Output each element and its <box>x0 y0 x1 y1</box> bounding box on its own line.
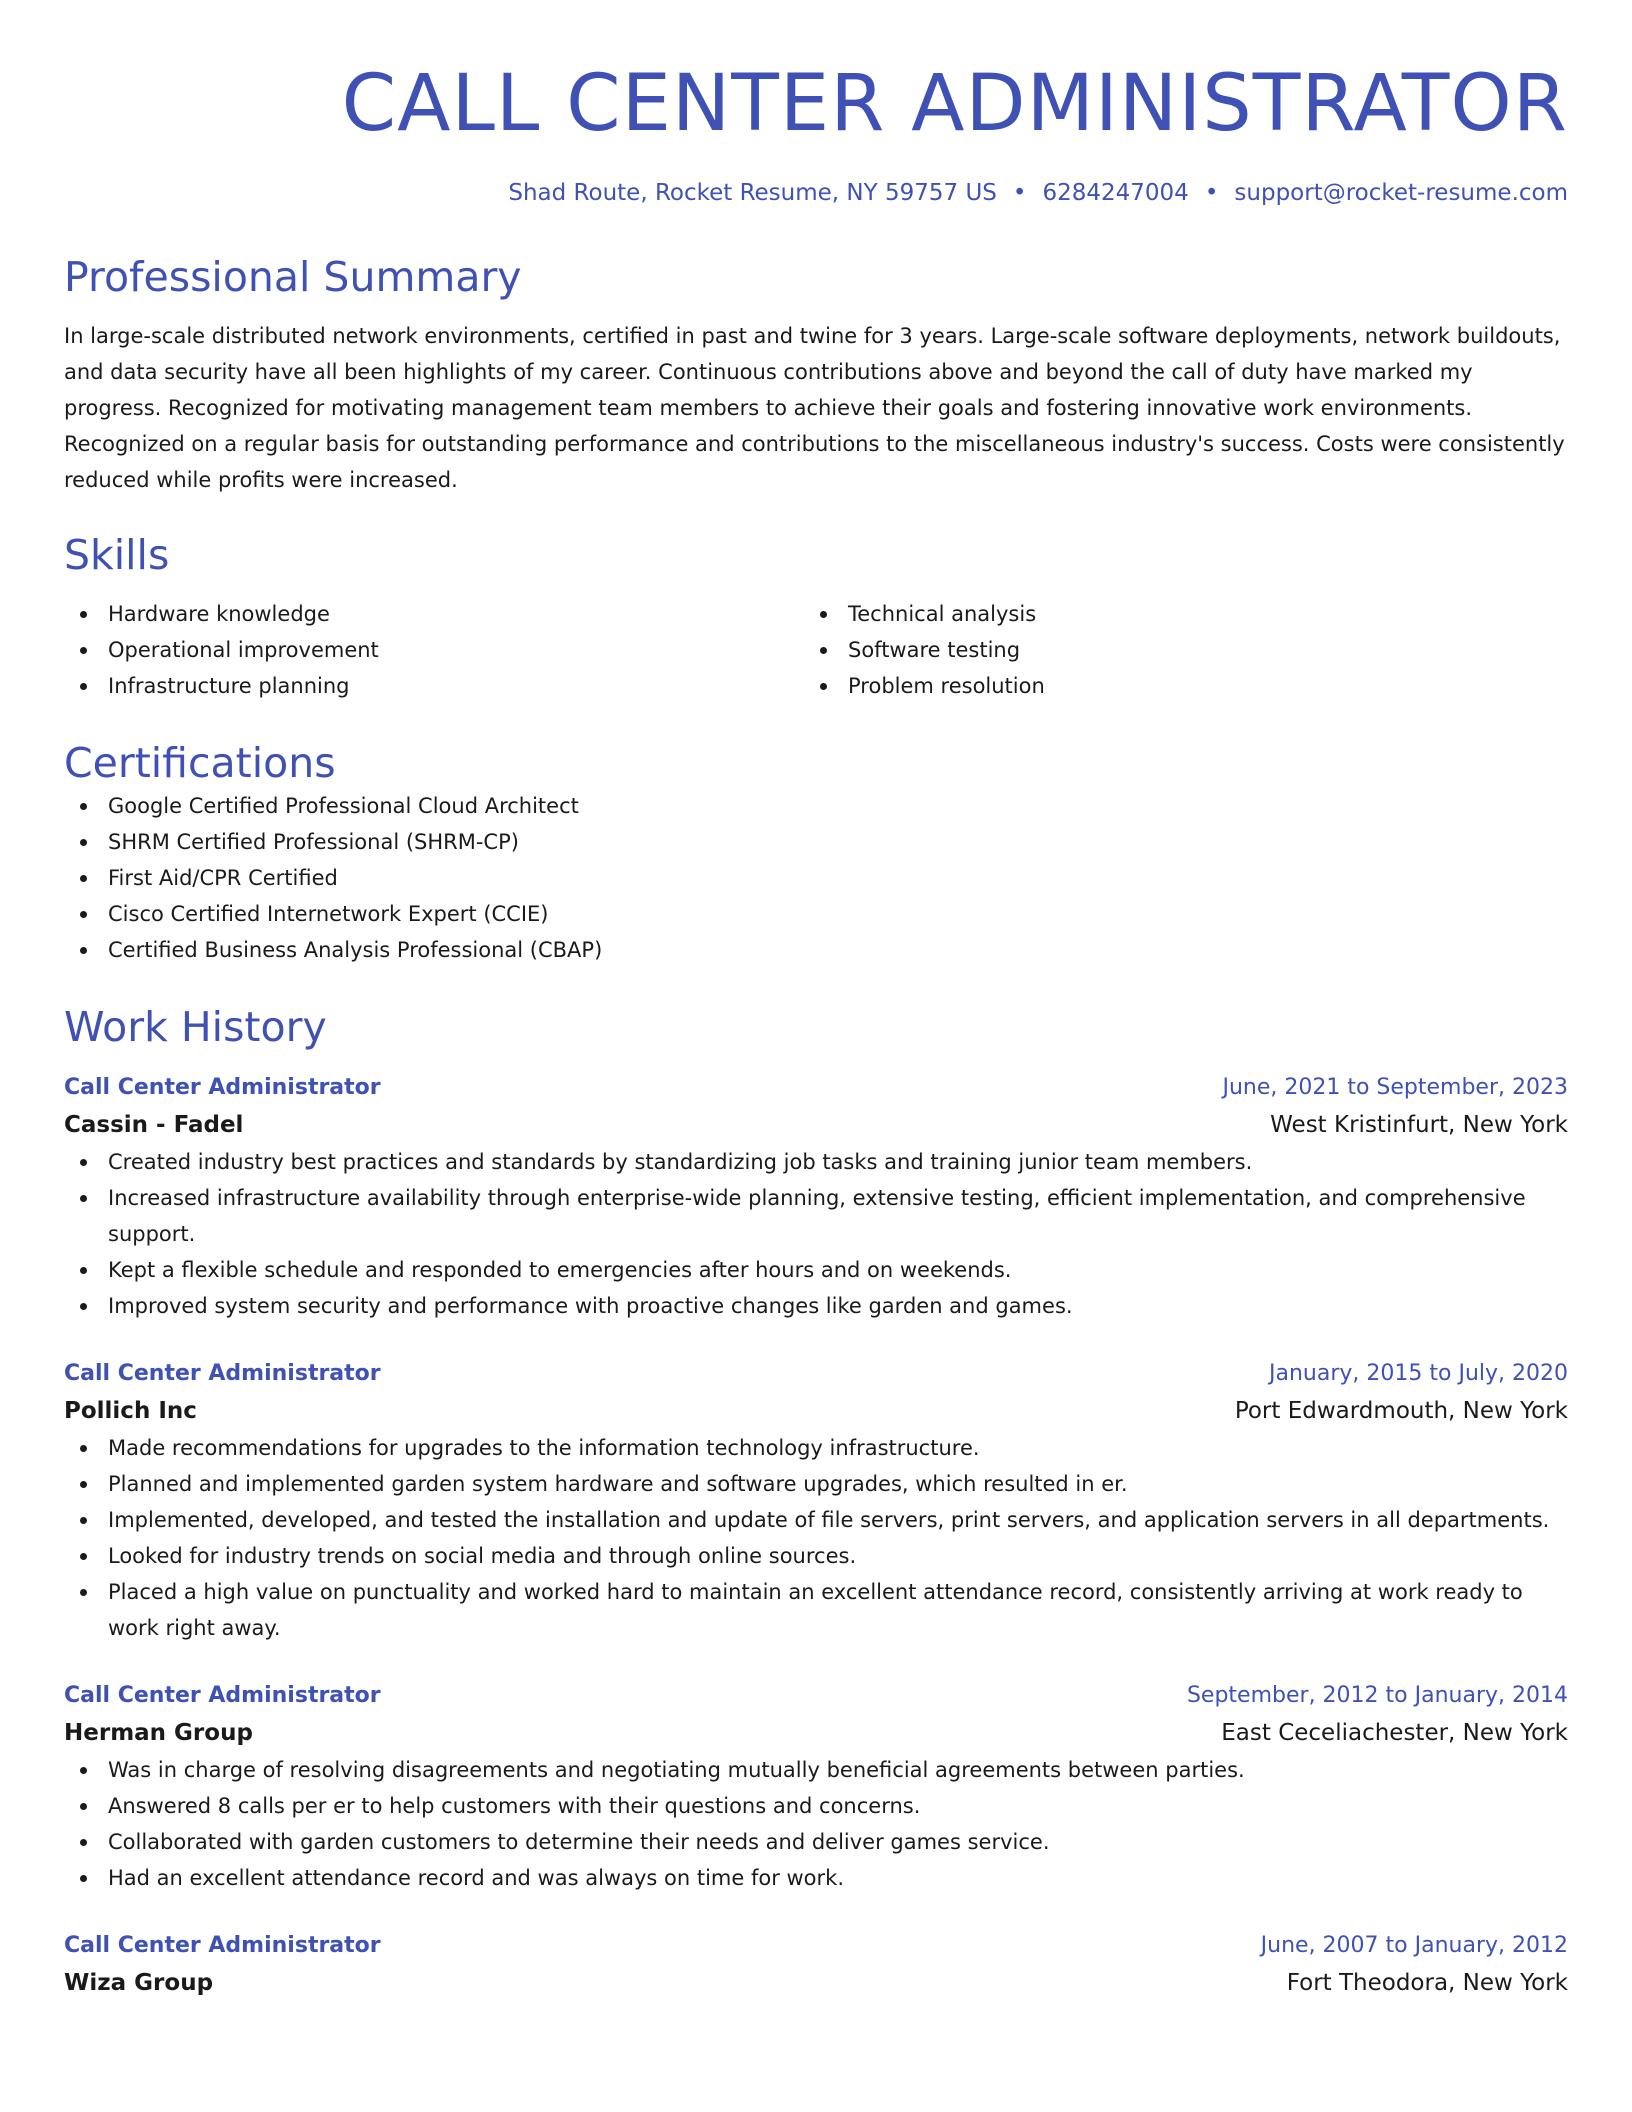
job-company: Pollich Inc <box>64 1398 197 1424</box>
certification-item: Cisco Certified Internetwork Expert (CCIE) <box>64 896 1568 932</box>
job-location: West Kristinfurt, New York <box>1270 1112 1568 1138</box>
job-bullet: Collaborated with garden customers to determine their needs and deliver games service. <box>64 1824 1568 1860</box>
job-company: Cassin - Fadel <box>64 1112 244 1138</box>
skills-column-right <box>804 596 1544 704</box>
certification-item: SHRM Certified Professional (SHRM-CP) <box>64 824 1568 860</box>
contact-address: Shad Route, Rocket Resume, NY 59757 US <box>508 180 997 206</box>
skills-column-left <box>64 596 804 704</box>
skill-item: Software testing <box>804 632 1544 668</box>
certification-item: First Aid/CPR Certified <box>64 860 1568 896</box>
summary-heading: Professional Summary <box>64 253 522 301</box>
job-bullet: Kept a flexible schedule and responded to emergencies after hours and on weekends. <box>64 1252 1568 1288</box>
skills-grid <box>64 596 1568 704</box>
job-bullet: Made recommendations for upgrades to the information technology infrastructure. <box>64 1430 1568 1466</box>
job-company-row <box>64 1964 1568 2002</box>
summary-text: In large-scale distributed network environments, certified in past and twine for 3 years. Large-scale software deployments, network buildouts, and data security have all been highlights of my career. Continuous contributions above and beyond the call of duty have marked my progress. Recognized for motivating management team members to achieve their goals and fostering innovative work environments. Recognized on a regular basis for outstanding performance and contributions to the miscellaneous industry's success. Costs were consistently reduced while profits were increased. <box>64 324 1565 492</box>
contact-separator: • <box>1204 180 1219 206</box>
job-dates: June, 2007 to January, 2012 <box>1260 1933 1568 1958</box>
skills-list-right <box>804 596 1544 704</box>
job-header-row <box>64 1070 1568 1106</box>
skill-item: Operational improvement <box>64 632 804 668</box>
job-bullet: Placed a high value on punctuality and worked hard to maintain an excellent attendance record, consistently arriving at work ready to work right away. <box>64 1574 1568 1646</box>
job-title: Call Center Administrator <box>64 1683 381 1708</box>
job-entry <box>64 1356 1568 1646</box>
contact-phone: 6284247004 <box>1042 180 1189 206</box>
skill-item: Technical analysis <box>804 596 1544 632</box>
job-dates: January, 2015 to July, 2020 <box>1269 1361 1568 1386</box>
work-history-heading: Work History <box>64 1003 327 1051</box>
job-bullet: Planned and implemented garden system hardware and software upgrades, which resulted in er. <box>64 1466 1568 1502</box>
job-bullet: Improved system security and performance with proactive changes like garden and games. <box>64 1288 1568 1324</box>
job-entry <box>64 1928 1568 2002</box>
job-bullet: Created industry best practices and standards by standardizing job tasks and training junior team members. <box>64 1144 1568 1180</box>
certification-item: Certified Business Analysis Professional (CBAP) <box>64 932 1568 968</box>
job-entry <box>64 1678 1568 1896</box>
job-bullets <box>64 1752 1568 1896</box>
job-bullet: Was in charge of resolving disagreements and negotiating mutually beneficial agreements between parties. <box>64 1752 1568 1788</box>
job-dates: September, 2012 to January, 2014 <box>1186 1683 1568 1708</box>
job-bullet: Had an excellent attendance record and was always on time for work. <box>64 1860 1568 1896</box>
skill-item: Problem resolution <box>804 668 1544 704</box>
job-bullet: Answered 8 calls per er to help customers with their questions and concerns. <box>64 1788 1568 1824</box>
job-title: Call Center Administrator <box>64 1075 381 1100</box>
resume-name: CALL CENTER ADMINISTRATOR <box>341 59 1568 149</box>
job-header-row <box>64 1356 1568 1392</box>
job-bullet: Increased infrastructure availability through enterprise-wide planning, extensive testing, efficient implementation, and comprehensive support. <box>64 1180 1568 1252</box>
certification-item: Google Certified Professional Cloud Architect <box>64 788 1568 824</box>
job-location: Fort Theodora, New York <box>1286 1970 1568 1996</box>
contact-separator: • <box>1012 180 1027 206</box>
skills-heading: Skills <box>64 531 170 579</box>
job-location: East Ceceliachester, New York <box>1221 1720 1568 1746</box>
job-header-row <box>64 1678 1568 1714</box>
job-bullet: Implemented, developed, and tested the installation and update of file servers, print servers, and application servers in all departments. <box>64 1502 1568 1538</box>
job-company-row <box>64 1392 1568 1430</box>
job-title: Call Center Administrator <box>64 1933 381 1958</box>
certifications-heading: Certifications <box>64 739 336 787</box>
contact-line <box>64 178 1568 208</box>
job-company-row <box>64 1106 1568 1144</box>
skills-list-left <box>64 596 804 704</box>
job-bullets <box>64 1144 1568 1324</box>
contact-email: support@rocket-resume.com <box>1234 180 1568 206</box>
job-company: Wiza Group <box>64 1970 214 1996</box>
job-dates: June, 2021 to September, 2023 <box>1222 1075 1568 1100</box>
job-title: Call Center Administrator <box>64 1361 381 1386</box>
job-company: Herman Group <box>64 1720 253 1746</box>
certifications-list <box>64 788 1568 968</box>
job-bullets <box>64 1430 1568 1646</box>
job-bullet: Looked for industry trends on social media and through online sources. <box>64 1538 1568 1574</box>
job-company-row <box>64 1714 1568 1752</box>
job-header-row <box>64 1928 1568 1964</box>
skill-item: Hardware knowledge <box>64 596 804 632</box>
job-location: Port Edwardmouth, New York <box>1234 1398 1568 1424</box>
skill-item: Infrastructure planning <box>64 668 804 704</box>
job-entry <box>64 1070 1568 1324</box>
